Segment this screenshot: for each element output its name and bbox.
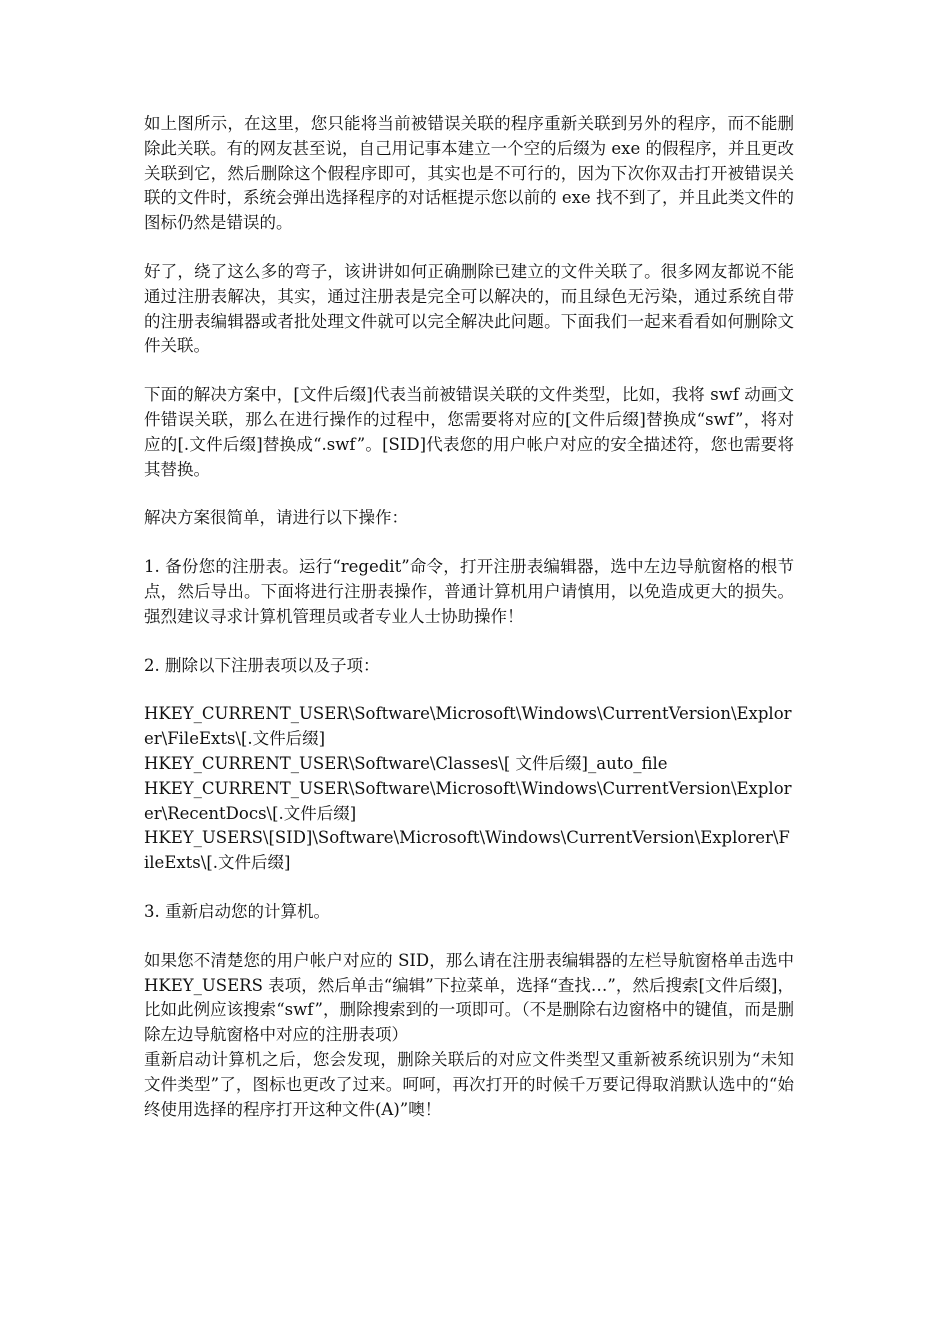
step-2-delete-keys: 2. 删除以下注册表项以及子项： [144,655,380,675]
paragraph-placeholder-explanation: 下面的解决方案中，[文件后缀]代表当前被错误关联的文件类型，比如，我将 swf 动画文件错误关联，那么在进行操作的过程中，您需要将对应的[文件后缀]替换成“swf”，将对应的[.文件后缀]替换成“.swf”。[SID]代表您的用户帐户对应的安全描述符，您也需要将其替换。 [144,385,794,479]
paragraph-registry-solution: 好了，绕了这么多的弯子，该讲讲如何正确删除已建立的文件关联了。很多网友都说不能通过注册表解决，其实，通过注册表是完全可以解决的，而且绿色无污染，通过系统自带的注册表编辑器或者批处理文件就可以完全解决此问题。下面我们一起来看看如何删除文件关联。 [144,261,794,356]
paragraph-sid-note: 如果您不清楚您的用户帐户对应的 SID，那么请在注册表编辑器的左栏导航窗格单击选中 HKEY_USERS 表项，然后单击“编辑”下拉菜单，选择“查找…”，然后搜索[文件后缀]，比如此例应该搜索“swf”，删除搜索到的一项即可。（不是删除右边窗格中的键值，而是删除左边导航窗格中对应的注册表项） [144,950,794,1045]
registry-key-users-fileexts: HKEY_USERS\[SID]\Software\Microsoft\Windows\CurrentVersion\Explorer\FileExts\[.文件后缀] [144,828,790,873]
paragraph-solution-intro: 解决方案很简单，请进行以下操作： [144,508,408,528]
registry-key-classes: HKEY_CURRENT_USER\Software\Classes\[ 文件后缀]_auto_file [144,753,668,773]
step-1-backup: 1. 备份您的注册表。运行“regedit”命令，打开注册表编辑器，选中左边导航窗格的根节点，然后导出。下面将进行注册表操作，普通计算机用户请慎用，以免造成更大的损失。强烈建议寻求计算机管理员或者专业人士协助操作！ [144,557,794,626]
step-3-restart: 3. 重新启动您的计算机。 [144,901,330,921]
paragraph-closing: 重新启动计算机之后，您会发现，删除关联后的对应文件类型又重新被系统识别为“未知文件类型”了，图标也更改了过来。呵呵，再次打开的时候千万要记得取消默认选中的“始终使用选择的程序打开这种文件(A)”噢！ [144,1049,794,1119]
registry-key-fileexts: HKEY_CURRENT_USER\Software\Microsoft\Windows\CurrentVersion\Explorer\FileExts\[.文件后缀] [144,704,792,749]
registry-key-list [144,702,794,876]
paragraph-intro: 如上图所示，在这里，您只能将当前被错误关联的程序重新关联到另外的程序，而不能删除此关联。有的网友甚至说，自己用记事本建立一个空的后缀为 exe 的假程序，并且更改关联到它，然后删除这个假程序即可，其实也是不可行的，因为下次你双击打开被错误关联的文件时，系统会弹出选择程序的对话框提示您以前的 exe 找不到了，并且此类文件的图标仍然是错误的。 [144,114,794,233]
document-page [144,112,794,1146]
registry-key-recentdocs: HKEY_CURRENT_USER\Software\Microsoft\Windows\CurrentVersion\Explorer\RecentDocs\[.文件后缀] [144,778,792,823]
